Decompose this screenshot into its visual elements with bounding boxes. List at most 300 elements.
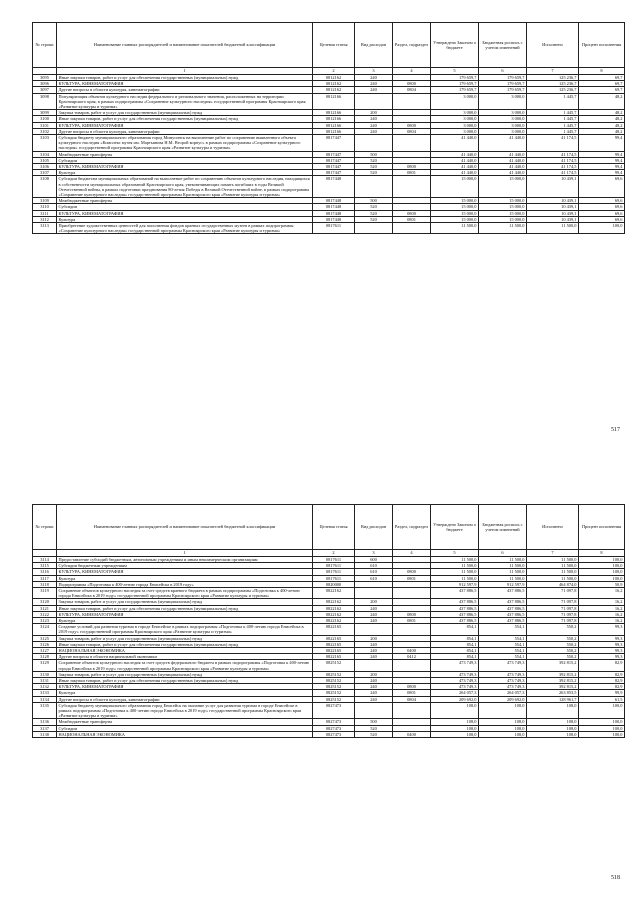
row-budget-list: 437 886,5 bbox=[479, 599, 527, 605]
row-approved: 3 000,0 bbox=[431, 128, 479, 134]
row-budget-list: 3 000,0 bbox=[479, 110, 527, 116]
page-number: 517 bbox=[611, 427, 620, 433]
row-executed: 108,0 bbox=[527, 731, 579, 737]
row-expense-type: 240 bbox=[355, 654, 393, 660]
column-number: 1 bbox=[57, 68, 313, 75]
row-name: Приобретение художественных ценностей для пополнения фондов краевых государственных музеев в рамках подпрограммы «Сохранение культурного наследия» государственной программы Красноярского края «Развитие культуры и туризма» bbox=[57, 223, 313, 234]
row-section: 0800 bbox=[393, 81, 431, 87]
row-target-article: 0822162 bbox=[313, 611, 355, 617]
row-executed: 392 815,2 bbox=[527, 660, 579, 671]
row-number: 3124 bbox=[33, 624, 57, 635]
row-number: 3133 bbox=[33, 690, 57, 696]
row-number: 3134 bbox=[33, 696, 57, 702]
row-percent: 100,0 bbox=[579, 563, 625, 569]
row-percent: 69,7 bbox=[579, 81, 625, 87]
row-percent: 48,2 bbox=[579, 122, 625, 128]
row-executed: 11 500,0 bbox=[527, 557, 579, 563]
row-budget-list: 209 692,0 bbox=[479, 696, 527, 702]
row-expense-type: 520 bbox=[355, 216, 393, 222]
row-section: 0800 bbox=[393, 684, 431, 690]
row-executed: 392 815,2 bbox=[527, 684, 579, 690]
row-approved: 41 440,0 bbox=[431, 170, 479, 176]
row-approved: 41 440,0 bbox=[431, 157, 479, 163]
row-target-article: 0825152 bbox=[313, 690, 355, 696]
row-percent: 82,9 bbox=[579, 678, 625, 684]
header-budget-list: Бюджетная роспись с учетом изменений bbox=[479, 505, 527, 550]
row-name: Культура bbox=[57, 216, 313, 222]
row-number: 3136 bbox=[33, 719, 57, 725]
row-budget-list: 41 440,0 bbox=[479, 170, 527, 176]
row-target-article: 0822165 bbox=[313, 624, 355, 635]
row-budget-list: 108,0 bbox=[479, 731, 527, 737]
row-name: КУЛЬТУРА, КИНЕМАТОГРАФИЯ bbox=[57, 122, 313, 128]
row-target-article: 0827473 bbox=[313, 702, 355, 719]
row-section bbox=[393, 223, 431, 234]
row-executed: 11 500,0 bbox=[527, 569, 579, 575]
row-approved: 15 000,0 bbox=[431, 210, 479, 216]
row-target-article: 0825152 bbox=[313, 678, 355, 684]
header-budget-list: Бюджетная роспись с учетом изменений bbox=[479, 23, 527, 68]
table-row bbox=[33, 702, 625, 719]
row-expense-type bbox=[355, 176, 393, 198]
row-executed: 550,2 bbox=[527, 641, 579, 647]
row-target-article: 0812162 bbox=[313, 75, 355, 81]
row-name: Закупка товаров, работ и услуг для государственных (муниципальных) нужд bbox=[57, 110, 313, 116]
row-number: 3119 bbox=[33, 588, 57, 599]
row-budget-list: 11 500,0 bbox=[479, 569, 527, 575]
row-approved: 41 440,0 bbox=[431, 151, 479, 157]
header-row-number: № строки bbox=[33, 505, 57, 550]
row-executed: 11 500,0 bbox=[527, 223, 579, 234]
row-name: НАЦИОНАЛЬНАЯ ЭКОНОМИКА bbox=[57, 731, 313, 737]
row-percent: 48,2 bbox=[579, 93, 625, 110]
row-executed: 1 445,7 bbox=[527, 116, 579, 122]
row-target-article: 0825152 bbox=[313, 671, 355, 677]
row-number: 3102 bbox=[33, 128, 57, 134]
row-approved: 473 749,3 bbox=[431, 660, 479, 671]
row-budget-list: 15 000,0 bbox=[479, 204, 527, 210]
row-section: 0801 bbox=[393, 216, 431, 222]
row-number: 3129 bbox=[33, 660, 57, 671]
row-approved: 41 440,0 bbox=[431, 135, 479, 152]
row-budget-list: 15 000,0 bbox=[479, 216, 527, 222]
column-number bbox=[33, 68, 57, 75]
row-number: 3117 bbox=[33, 575, 57, 581]
row-number: 3115 bbox=[33, 563, 57, 569]
row-target-article: 0812162 bbox=[313, 81, 355, 87]
header-expense-type: Вид расходов bbox=[355, 23, 393, 68]
row-name: Культура bbox=[57, 618, 313, 624]
row-expense-type: 240 bbox=[355, 128, 393, 134]
table-row bbox=[33, 223, 625, 234]
row-percent: 50,9 bbox=[579, 581, 625, 587]
budget-table bbox=[32, 22, 625, 234]
row-number: 3121 bbox=[33, 605, 57, 611]
row-expense-type: 200 bbox=[355, 671, 393, 677]
row-executed: 10 439,1 bbox=[527, 216, 579, 222]
row-target-article: 0822165 bbox=[313, 654, 355, 660]
table-body bbox=[33, 557, 625, 738]
row-percent: 100,0 bbox=[579, 569, 625, 575]
row-budget-list: 15 000,0 bbox=[479, 198, 527, 204]
table-row bbox=[33, 93, 625, 110]
header-name: Наименование главных распорядителей и наименование показателей бюджетной классификации bbox=[57, 23, 313, 68]
row-target-article: 0817447 bbox=[313, 157, 355, 163]
row-target-article: 0822162 bbox=[313, 588, 355, 599]
column-number: 6 bbox=[479, 550, 527, 557]
row-percent: 48,2 bbox=[579, 128, 625, 134]
row-expense-type bbox=[355, 135, 393, 152]
row-executed: 125 236,7 bbox=[527, 87, 579, 93]
row-name: Другие вопросы в области культуры, кинематографии bbox=[57, 128, 313, 134]
row-percent: 69,6 bbox=[579, 216, 625, 222]
header-expense-type: Вид расходов bbox=[355, 505, 393, 550]
column-number: 5 bbox=[431, 550, 479, 557]
row-budget-list: 554,1 bbox=[479, 648, 527, 654]
header-approved: Утверждено Законом о бюджете bbox=[431, 23, 479, 68]
row-target-article: 0812166 bbox=[313, 116, 355, 122]
row-name: Популяризация объектов культурного наследия федерального и регионального значения, расположенных на территории Красноярского края, в рамках подпрограммы «Сохранение культурного наследия» государственной программы Красноярского края «Развитие культуры и туризма» bbox=[57, 93, 313, 110]
row-number: 3126 bbox=[33, 641, 57, 647]
row-expense-type: 610 bbox=[355, 575, 393, 581]
row-number: 3109 bbox=[33, 198, 57, 204]
row-percent: 69,6 bbox=[579, 210, 625, 216]
column-number: 3 bbox=[355, 550, 393, 557]
row-number: 3100 bbox=[33, 116, 57, 122]
row-executed: 108,0 bbox=[527, 719, 579, 725]
header-section: Раздел, подраздел bbox=[393, 505, 431, 550]
row-name: Другие вопросы в области национальной экономики bbox=[57, 654, 313, 660]
row-target-article: 0817611 bbox=[313, 563, 355, 569]
row-percent: 99,3 bbox=[579, 624, 625, 635]
row-budget-list: 41 440,0 bbox=[479, 135, 527, 152]
row-name: Закупка товаров, работ и услуг для государственных (муниципальных) нужд bbox=[57, 635, 313, 641]
row-percent: 48,2 bbox=[579, 116, 625, 122]
row-number: 3132 bbox=[33, 684, 57, 690]
row-target-article: 0812162 bbox=[313, 87, 355, 93]
row-target-article: 0825152 bbox=[313, 660, 355, 671]
table-header-row bbox=[33, 23, 625, 68]
row-budget-list: 11 500,0 bbox=[479, 575, 527, 581]
row-number: 3137 bbox=[33, 725, 57, 731]
row-name: КУЛЬТУРА, КИНЕМАТОГРАФИЯ bbox=[57, 684, 313, 690]
row-budget-list: 15 000,0 bbox=[479, 176, 527, 198]
row-target-article: 0822162 bbox=[313, 605, 355, 611]
row-executed: 41 174,5 bbox=[527, 151, 579, 157]
row-executed: 1 445,7 bbox=[527, 110, 579, 116]
row-number: 3096 bbox=[33, 81, 57, 87]
row-expense-type bbox=[355, 223, 393, 234]
row-expense-type bbox=[355, 660, 393, 671]
row-section bbox=[393, 660, 431, 671]
row-number: 3095 bbox=[33, 75, 57, 81]
row-approved: 3 000,0 bbox=[431, 116, 479, 122]
column-number: 5 bbox=[431, 68, 479, 75]
row-name: Предоставление субсидий бюджетным, автономным учреждениям и иным некоммерческим организациям bbox=[57, 557, 313, 563]
row-approved: 209 692,0 bbox=[431, 696, 479, 702]
row-executed: 41 174,5 bbox=[527, 170, 579, 176]
row-budget-list: 3 000,0 bbox=[479, 122, 527, 128]
row-budget-list: 554,1 bbox=[479, 654, 527, 660]
row-target-article: 0817448 bbox=[313, 210, 355, 216]
row-percent: 99,4 bbox=[579, 157, 625, 163]
row-budget-list: 473 749,3 bbox=[479, 684, 527, 690]
row-approved: 108,0 bbox=[431, 725, 479, 731]
budget-table bbox=[32, 504, 625, 738]
row-budget-list: 3 000,0 bbox=[479, 93, 527, 110]
row-budget-list: 437 886,5 bbox=[479, 605, 527, 611]
row-executed: 263 853,5 bbox=[527, 690, 579, 696]
row-number: 3101 bbox=[33, 122, 57, 128]
row-section: 0800 bbox=[393, 611, 431, 617]
row-executed: 71 097,8 bbox=[527, 611, 579, 617]
header-name: Наименование главных распорядителей и наименование показателей бюджетной классификации bbox=[57, 505, 313, 550]
row-expense-type: 240 bbox=[355, 678, 393, 684]
header-target-article: Целевая статья bbox=[313, 505, 355, 550]
row-expense-type: 240 bbox=[355, 696, 393, 702]
row-section: 0804 bbox=[393, 87, 431, 93]
header-percent: Процент исполнения bbox=[579, 505, 625, 550]
row-target-article: 0817447 bbox=[313, 164, 355, 170]
row-expense-type: 240 bbox=[355, 75, 393, 81]
row-target-article: 0817611 bbox=[313, 223, 355, 234]
row-section bbox=[393, 702, 431, 719]
row-expense-type bbox=[355, 588, 393, 599]
row-executed: 71 097,8 bbox=[527, 605, 579, 611]
row-budget-list: 437 886,5 bbox=[479, 611, 527, 617]
row-approved: 437 886,5 bbox=[431, 611, 479, 617]
row-target-article: 0822165 bbox=[313, 648, 355, 654]
row-section: 0800 bbox=[393, 164, 431, 170]
row-executed: 550,2 bbox=[527, 635, 579, 641]
row-expense-type: 240 bbox=[355, 641, 393, 647]
row-number: 3138 bbox=[33, 731, 57, 737]
document-page-517 bbox=[0, 0, 640, 450]
table-row bbox=[33, 731, 625, 737]
row-percent: 69,7 bbox=[579, 87, 625, 93]
row-percent: 69,6 bbox=[579, 176, 625, 198]
column-number: 4 bbox=[393, 68, 431, 75]
row-approved: 15 000,0 bbox=[431, 198, 479, 204]
row-executed: 41 174,5 bbox=[527, 135, 579, 152]
row-expense-type: 240 bbox=[355, 648, 393, 654]
row-percent: 99,3 bbox=[579, 641, 625, 647]
header-row-number: № строки bbox=[33, 23, 57, 68]
row-approved: 41 440,0 bbox=[431, 164, 479, 170]
row-number: 3128 bbox=[33, 654, 57, 660]
row-target-article: 0812166 bbox=[313, 93, 355, 110]
row-percent: 69,7 bbox=[579, 75, 625, 81]
row-budget-list: 11 500,0 bbox=[479, 223, 527, 234]
row-section: 0804 bbox=[393, 128, 431, 134]
column-number bbox=[33, 550, 57, 557]
row-section: 0801 bbox=[393, 575, 431, 581]
row-percent: 99,9 bbox=[579, 690, 625, 696]
row-number: 3103 bbox=[33, 135, 57, 152]
row-budget-list: 264 057,3 bbox=[479, 690, 527, 696]
row-number: 3108 bbox=[33, 176, 57, 198]
column-number-row bbox=[33, 68, 625, 75]
page-number: 518 bbox=[611, 875, 620, 881]
row-target-article: 0822162 bbox=[313, 599, 355, 605]
row-approved: 11 500,0 bbox=[431, 563, 479, 569]
row-approved: 473 749,3 bbox=[431, 671, 479, 677]
row-budget-list: 437 886,5 bbox=[479, 588, 527, 599]
row-expense-type: 600 bbox=[355, 557, 393, 563]
row-section: 0400 bbox=[393, 648, 431, 654]
row-name: Субсидии bbox=[57, 204, 313, 210]
row-number: 3130 bbox=[33, 671, 57, 677]
row-expense-type: 200 bbox=[355, 599, 393, 605]
row-name: Культура bbox=[57, 575, 313, 581]
column-number: 6 bbox=[479, 68, 527, 75]
row-budget-list: 912 597,9 bbox=[479, 581, 527, 587]
row-approved: 11 500,0 bbox=[431, 223, 479, 234]
row-approved: 108,0 bbox=[431, 702, 479, 719]
row-expense-type: 240 bbox=[355, 605, 393, 611]
row-section: 0400 bbox=[393, 731, 431, 737]
header-percent: Процент исполнения bbox=[579, 23, 625, 68]
row-expense-type: 520 bbox=[355, 731, 393, 737]
table-row bbox=[33, 660, 625, 671]
document-page-518 bbox=[0, 452, 640, 905]
row-section bbox=[393, 624, 431, 635]
row-approved: 15 000,0 bbox=[431, 176, 479, 198]
row-executed: 41 174,5 bbox=[527, 164, 579, 170]
row-percent: 48,2 bbox=[579, 110, 625, 116]
row-target-article: 0817448 bbox=[313, 204, 355, 210]
row-target-article: 0822165 bbox=[313, 635, 355, 641]
column-number: 2 bbox=[313, 68, 355, 75]
row-budget-list: 473 749,3 bbox=[479, 671, 527, 677]
row-percent: 100,0 bbox=[579, 702, 625, 719]
column-number: 3 bbox=[355, 68, 393, 75]
row-target-article: 0817447 bbox=[313, 135, 355, 152]
row-executed: 71 097,8 bbox=[527, 588, 579, 599]
row-approved: 437 886,5 bbox=[431, 599, 479, 605]
row-executed: 550,2 bbox=[527, 624, 579, 635]
row-approved: 108,0 bbox=[431, 731, 479, 737]
row-executed: 10 439,1 bbox=[527, 198, 579, 204]
row-name: Другие вопросы в области культуры, кинематографии bbox=[57, 87, 313, 93]
row-approved: 11 500,0 bbox=[431, 569, 479, 575]
row-percent: 100,0 bbox=[579, 223, 625, 234]
row-approved: 179 659,7 bbox=[431, 81, 479, 87]
row-executed: 108,0 bbox=[527, 725, 579, 731]
row-name: Иные закупки товаров, работ и услуг для обеспечения государственных (муниципальных) нужд bbox=[57, 75, 313, 81]
row-expense-type: 500 bbox=[355, 151, 393, 157]
row-name: Межбюджетные трансферты bbox=[57, 198, 313, 204]
row-approved: 437 886,5 bbox=[431, 588, 479, 599]
row-executed: 11 500,0 bbox=[527, 575, 579, 581]
table-row bbox=[33, 176, 625, 198]
row-number: 3111 bbox=[33, 210, 57, 216]
row-target-article: 0812166 bbox=[313, 122, 355, 128]
row-executed: 125 236,7 bbox=[527, 75, 579, 81]
row-percent: 16,2 bbox=[579, 605, 625, 611]
row-number: 3114 bbox=[33, 557, 57, 563]
row-executed: 128 961,7 bbox=[527, 696, 579, 702]
row-expense-type: 240 bbox=[355, 116, 393, 122]
row-budget-list: 3 000,0 bbox=[479, 128, 527, 134]
row-percent: 99,3 bbox=[579, 654, 625, 660]
row-target-article: 0822162 bbox=[313, 618, 355, 624]
row-number: 3110 bbox=[33, 204, 57, 210]
row-number: 3105 bbox=[33, 157, 57, 163]
table-header-row bbox=[33, 505, 625, 550]
row-name: Подпрограмма «Подготовка к 400-летию города Енисейска в 2019 году» bbox=[57, 581, 313, 587]
row-name: Культура bbox=[57, 170, 313, 176]
row-name: Другие вопросы в области культуры, кинематографии bbox=[57, 696, 313, 702]
column-number-row bbox=[33, 550, 625, 557]
row-target-article: 0827473 bbox=[313, 719, 355, 725]
row-name: Субсидии бюджетам муниципальных образований на выполнение работ по сохранению объектов культурного наследия, находящихся в собственности муниципальных образований Красноярского края, увековечивающих память погибших в годы Великой Отечественной войны, в рамках подготовки празднования 80-летия Победы в Великой Отечественной войне, в рамках подпрограммы «Сохранение культурного наследия» государственной программы Красноярского края «Развитие культуры и туризма» bbox=[57, 176, 313, 198]
row-expense-type: 240 bbox=[355, 690, 393, 696]
row-executed: 108,0 bbox=[527, 702, 579, 719]
row-executed: 392 815,2 bbox=[527, 671, 579, 677]
row-number: 3107 bbox=[33, 170, 57, 176]
row-budget-list: 473 749,3 bbox=[479, 678, 527, 684]
row-approved: 108,0 bbox=[431, 719, 479, 725]
row-approved: 854,1 bbox=[431, 648, 479, 654]
row-expense-type: 240 bbox=[355, 87, 393, 93]
row-percent: 99,4 bbox=[579, 135, 625, 152]
row-executed: 71 097,8 bbox=[527, 618, 579, 624]
row-percent: 99,4 bbox=[579, 170, 625, 176]
row-approved: 15 000,0 bbox=[431, 216, 479, 222]
row-name: Создание условий для развития туризма в городе Енисейске в рамках подпрограммы «Подготовка к 400-летию города Енисейска в 2019 году» государственной программы Красноярского края «Развитие культуры и туризма» bbox=[57, 624, 313, 635]
row-number: 3125 bbox=[33, 635, 57, 641]
row-target-article: 0825152 bbox=[313, 696, 355, 702]
header-executed: Исполнено bbox=[527, 505, 579, 550]
row-percent: 99,4 bbox=[579, 164, 625, 170]
row-name: Сохранение объектов культурного наследия за счет средств федерального бюджета в рамках подпрограммы «Подготовка к 400-летию города Енисейска в 2019 году» государственной программы Красноярского края «Развитие культуры и туризма» bbox=[57, 660, 313, 671]
row-number: 3099 bbox=[33, 110, 57, 116]
row-number: 3104 bbox=[33, 151, 57, 157]
row-executed: 392 815,2 bbox=[527, 678, 579, 684]
row-section bbox=[393, 93, 431, 110]
row-executed: 1 445,7 bbox=[527, 128, 579, 134]
column-number: 1 bbox=[57, 550, 313, 557]
row-percent: 100,0 bbox=[579, 725, 625, 731]
row-expense-type: 520 bbox=[355, 157, 393, 163]
header-executed: Исполнено bbox=[527, 23, 579, 68]
row-number: 3098 bbox=[33, 93, 57, 110]
row-target-article: 0817611 bbox=[313, 575, 355, 581]
row-section: 0800 bbox=[393, 569, 431, 575]
row-executed: 550,2 bbox=[527, 648, 579, 654]
header-section: Раздел, подраздел bbox=[393, 23, 431, 68]
row-executed: 11 500,0 bbox=[527, 563, 579, 569]
row-budget-list: 437 886,5 bbox=[479, 618, 527, 624]
row-target-article: 0817448 bbox=[313, 216, 355, 222]
row-name: Субсидии bbox=[57, 157, 313, 163]
row-section bbox=[393, 176, 431, 198]
row-percent: 16,2 bbox=[579, 618, 625, 624]
row-approved: 437 886,5 bbox=[431, 618, 479, 624]
row-target-article: 0812166 bbox=[313, 110, 355, 116]
row-number: 3123 bbox=[33, 618, 57, 624]
row-name: Иные закупки товаров, работ и услуг для обеспечения государственных (муниципальных) нужд bbox=[57, 605, 313, 611]
row-name: Субсидия бюджету муниципального образования город Енисейск на оказание услуг для развития туризма в городе Енисейске в рамках подпрограммы «Подготовка к 400-летию города Енисейска в 2019 году» государственной программы Красноярского края «Развитие культуры и туризма» bbox=[57, 702, 313, 719]
row-expense-type: 500 bbox=[355, 719, 393, 725]
row-number: 3135 bbox=[33, 702, 57, 719]
column-number: 2 bbox=[313, 550, 355, 557]
row-budget-list: 179 659,7 bbox=[479, 81, 527, 87]
row-target-article: 0827473 bbox=[313, 725, 355, 731]
row-budget-list: 179 659,7 bbox=[479, 87, 527, 93]
row-approved: 854,1 bbox=[431, 635, 479, 641]
